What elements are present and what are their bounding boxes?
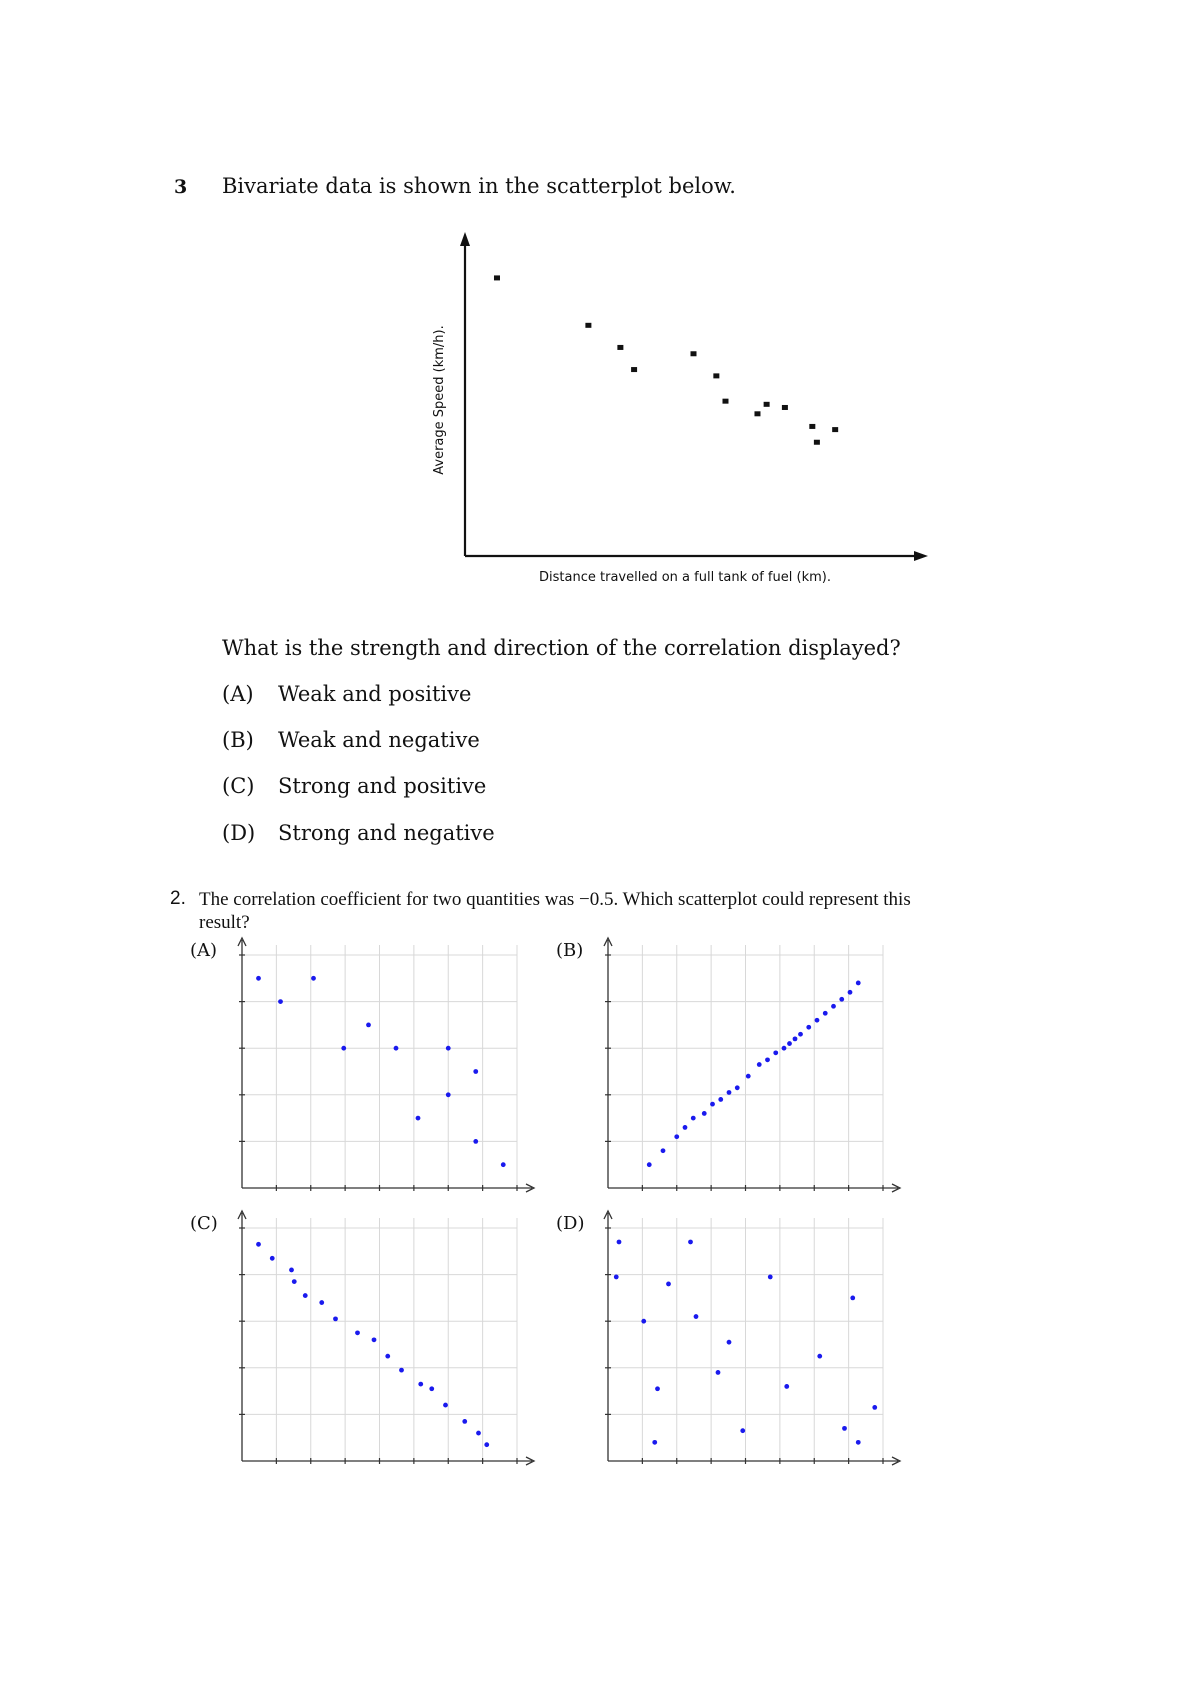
option-d-text: Strong and negative [278,821,495,845]
data-point [798,1032,803,1037]
question-2-text: The correlation coefficient for two quantities was −0.5. Which scatterplot could represent this result? [199,889,911,933]
data-point [429,1386,434,1391]
option-b-text: Weak and negative [278,728,480,752]
data-point [484,1442,489,1447]
data-point [614,1275,619,1280]
data-point [443,1403,448,1408]
question-3-ask: What is the strength and direction of the correlation displayed? [222,636,901,660]
data-point [366,1023,371,1028]
data-point [848,990,853,995]
data-point [661,1148,666,1153]
data-point [764,402,770,407]
data-point [372,1337,377,1342]
grid [242,945,517,1188]
data-point [814,440,820,445]
data-point [292,1279,297,1284]
data-point [842,1426,847,1431]
scatterplot-b[interactable] [591,935,891,1195]
data-point [319,1300,324,1305]
panel-a-label: (A) [190,940,218,961]
data-point [270,1256,275,1261]
option-d[interactable] [222,821,495,845]
data-point [631,367,637,372]
data-point [809,424,815,429]
data-point [746,1074,751,1079]
question-2-number: 2. [170,888,186,909]
data-point [782,405,788,410]
data-point [278,999,283,1004]
data-point [727,1340,732,1345]
data-point [303,1293,308,1298]
data-point [768,1275,773,1280]
data-point [702,1111,707,1116]
data-point [473,1139,478,1144]
grid [608,1218,883,1461]
data-point [647,1162,652,1167]
option-a-label: (A) [222,682,254,706]
data-point [831,1004,836,1009]
data-point [585,323,591,328]
option-c-text: Strong and positive [278,774,487,798]
data-point [832,427,838,432]
x-axis-label: Distance travelled on a full tank of fuel (km). [539,570,831,585]
data-point [793,1036,798,1041]
question-3-prompt: Bivariate data is shown in the scatterplot below. [222,174,736,198]
data-point [494,275,500,280]
data-point [355,1330,360,1335]
data-point [765,1057,770,1062]
data-point [787,1041,792,1046]
data-point [773,1050,778,1055]
data-point [418,1382,423,1387]
data-point [674,1134,679,1139]
data-point [839,997,844,1002]
data-point [655,1386,660,1391]
data-point [856,1440,861,1445]
data-point [722,399,728,404]
data-point [476,1431,481,1436]
panel-d-label: (D) [556,1213,585,1234]
option-a-text: Weak and positive [278,682,472,706]
data-point [688,1240,693,1245]
option-b[interactable] [222,728,480,752]
grid [608,945,883,1188]
scatterplot-a[interactable] [225,935,525,1195]
data-point [850,1296,855,1301]
data-point [385,1354,390,1359]
data-point [757,1062,762,1067]
data-point [784,1384,789,1389]
option-c[interactable] [222,774,486,798]
data-point [740,1428,745,1433]
data-point [256,976,261,981]
data-point [311,976,316,981]
question-3-number: 3 [174,176,188,198]
data-point [716,1370,721,1375]
data-point [815,1018,820,1023]
data-point [713,373,719,378]
data-point [718,1097,723,1102]
data-point [735,1085,740,1090]
y-axis-arrow [460,232,470,246]
data-point [817,1354,822,1359]
data-point [754,411,760,416]
data-point [641,1319,646,1324]
panel-b-label: (B) [556,940,584,961]
data-point [333,1316,338,1321]
data-point [617,1240,622,1245]
option-c-label: (C) [222,774,255,798]
scatterplot-d[interactable] [591,1208,891,1468]
data-point [473,1069,478,1074]
data-point [394,1046,399,1051]
data-point [256,1242,261,1247]
data-point [341,1046,346,1051]
option-a[interactable] [222,682,471,706]
data-point [617,345,623,350]
data-points [494,275,838,444]
option-b-label: (B) [222,728,254,752]
data-point [856,981,861,986]
data-point [823,1011,828,1016]
data-point [666,1282,671,1287]
data-point [806,1025,811,1030]
grid [242,1218,517,1461]
data-point [691,1116,696,1121]
data-point [872,1405,877,1410]
data-point [694,1314,699,1319]
data-point [399,1368,404,1373]
data-point [782,1046,787,1051]
y-axis-label: Average Speed (km/h). [432,325,447,475]
data-point [727,1090,732,1095]
data-point [446,1046,451,1051]
x-axis-arrow [914,551,928,561]
scatterplot-c[interactable] [225,1208,525,1468]
option-d-label: (D) [222,821,256,845]
data-point [462,1419,467,1424]
data-point [501,1162,506,1167]
data-point [710,1102,715,1107]
data-point [652,1440,657,1445]
data-point [416,1116,421,1121]
data-point [289,1268,294,1273]
data-point [691,351,697,356]
panel-c-label: (C) [190,1213,218,1234]
data-point [446,1092,451,1097]
data-point [683,1125,688,1130]
